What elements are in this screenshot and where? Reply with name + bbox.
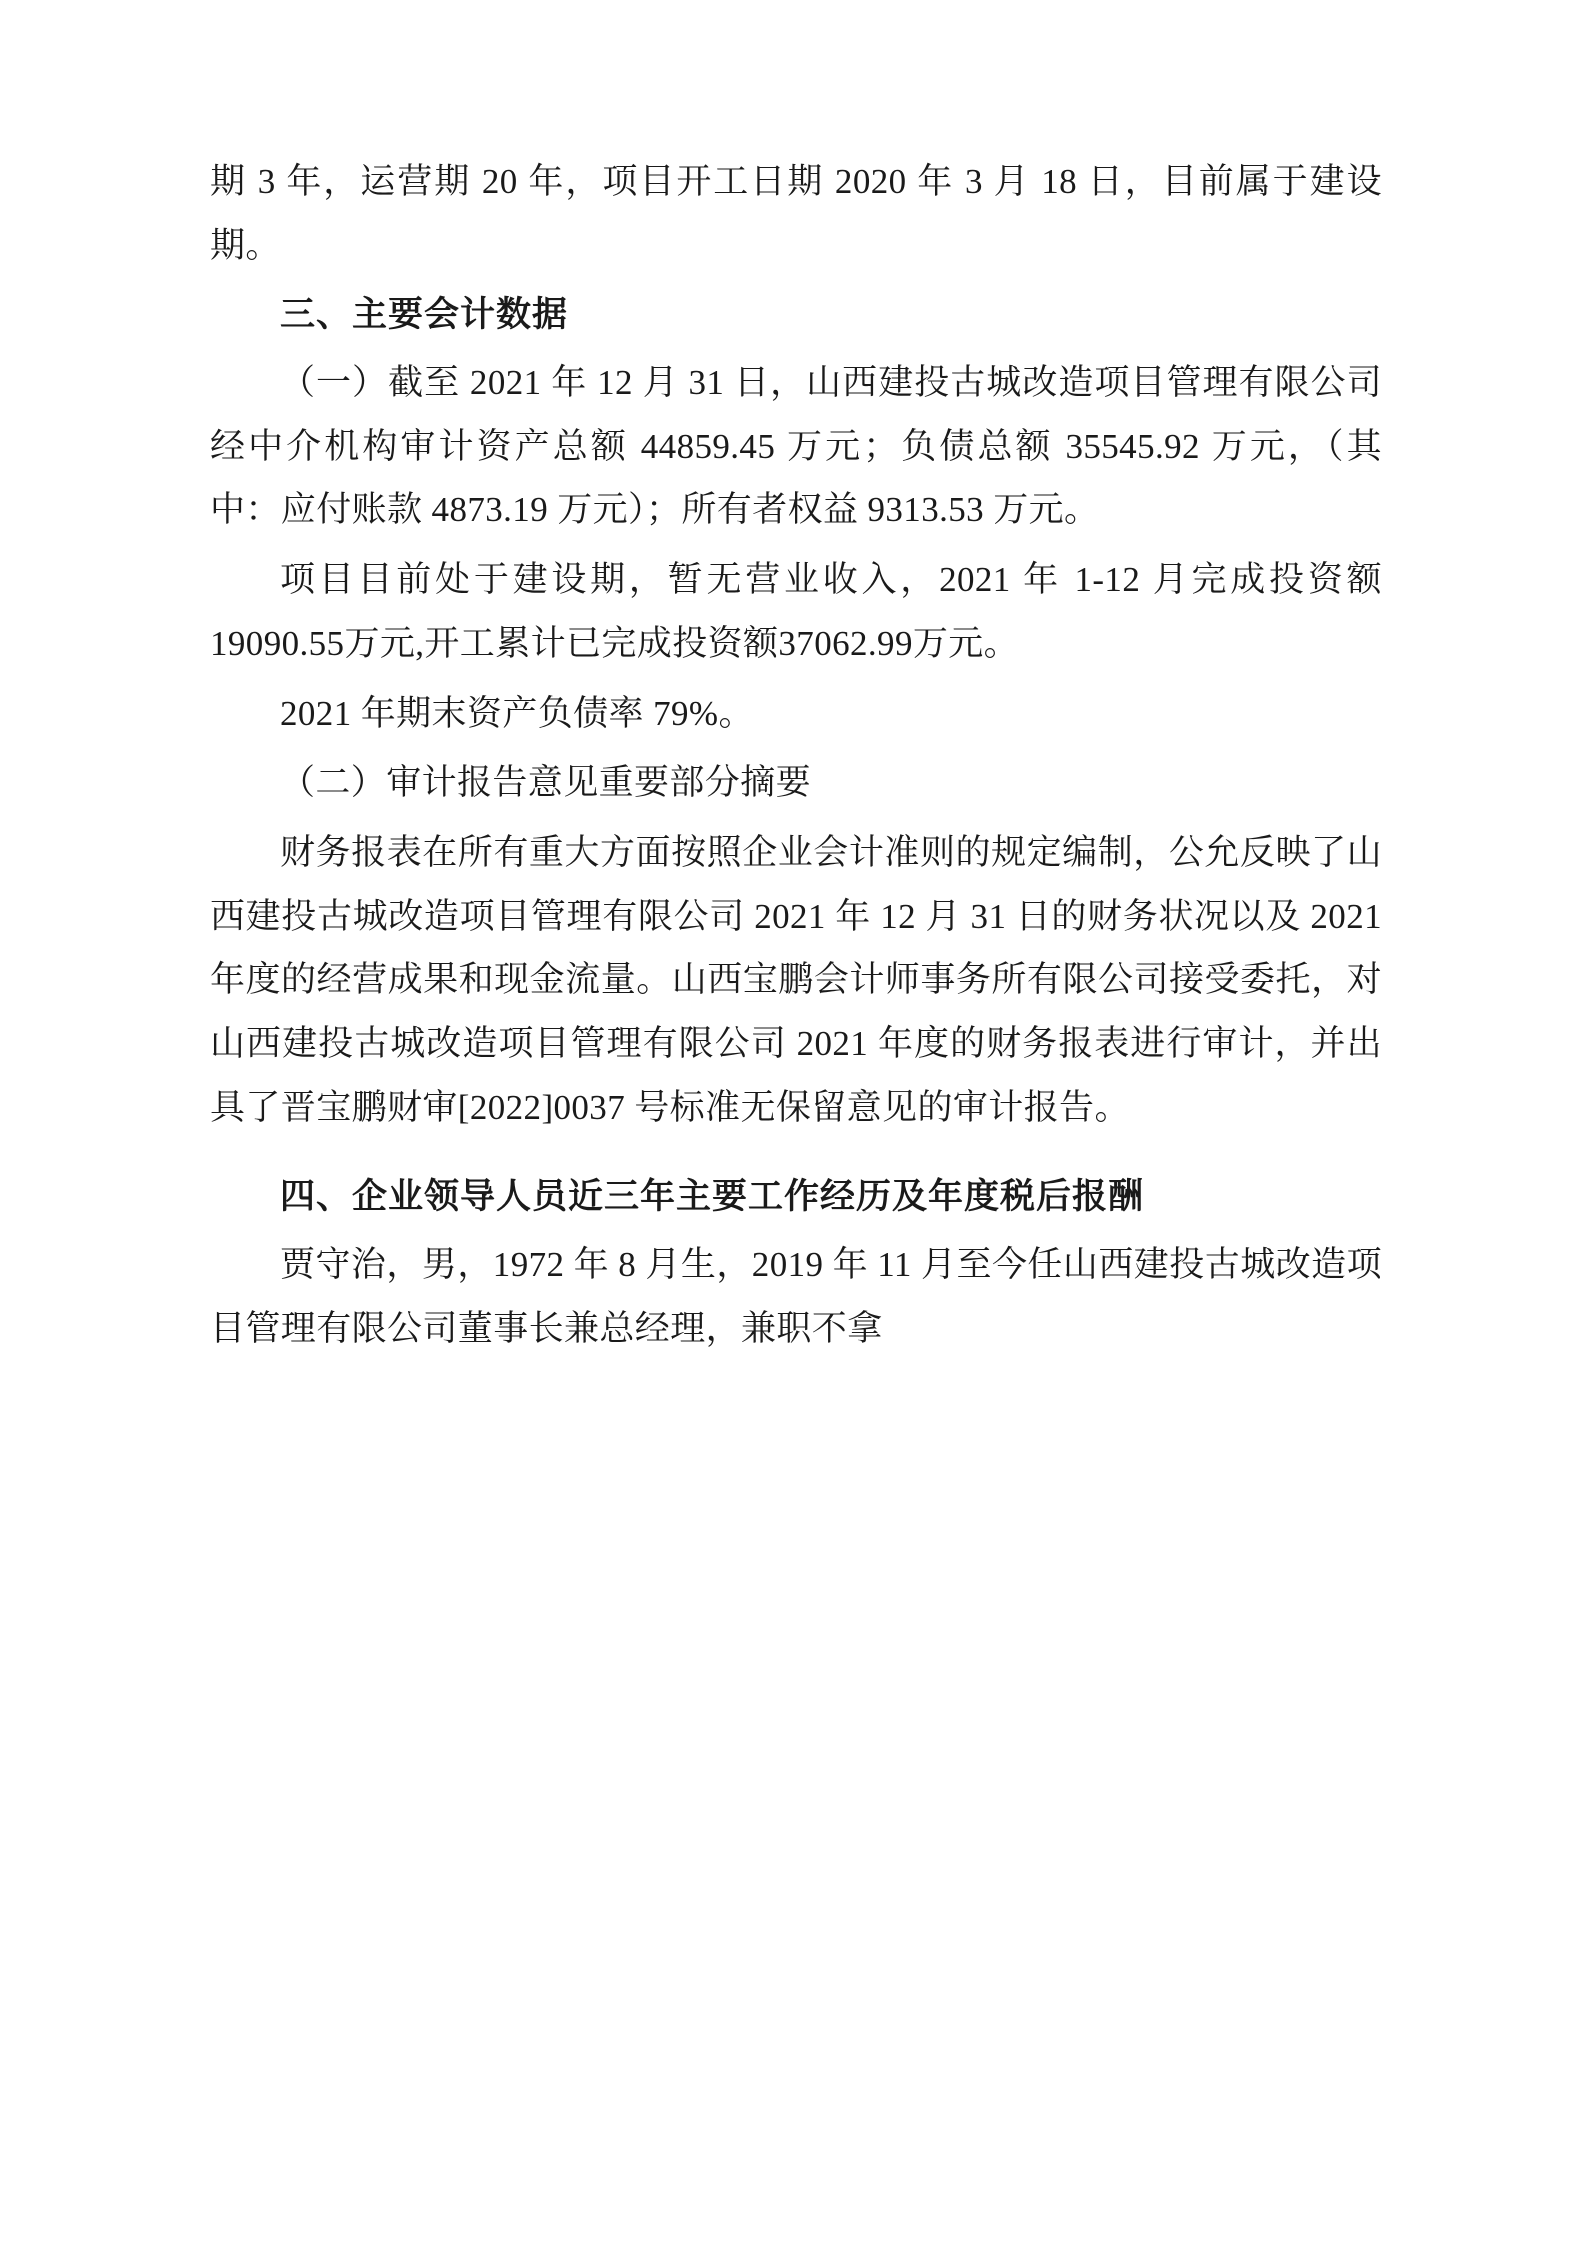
paragraph-debt-ratio: 2021 年期末资产负债率 79%。 [280, 693, 754, 733]
paragraph-leader-bio: 贾守治，男，1972 年 8 月生，2019 年 11 月至今任山西建投古城改造项目管理有限公司董事长兼总经理，兼职不拿 [210, 1245, 1382, 1348]
heading-section-four: 四、企业领导人员近三年主要工作经历及年度税后报酬 [280, 1177, 1145, 1217]
paragraph-accounting-item-two: （二）审计报告意见重要部分摘要 [280, 763, 812, 803]
document-body [210, 150, 1382, 1360]
paragraph-continuation: 期 3 年，运营期 20 年，项目开工日期 2020 年 3 月 18 日，目前属于建设期。 [210, 162, 1382, 265]
paragraph-accounting-item-one: （一）截至 2021 年 12 月 31 日，山西建投古城改造项目管理有限公司经中介机构审计资产总额 44859.45 万元；负债总额 35545.92 万元，（其中：应付账款 4873.19 万元）；所有者权益 9313.53 万元。 [210, 363, 1382, 530]
paragraph-audit-opinion: 财务报表在所有重大方面按照企业会计准则的规定编制，公允反映了山西建投古城改造项目管理有限公司 2021 年 12 月 31 日的财务状况以及 2021 年度的经营成果和现金流量。山西宝鹏会计师事务所有限公司接受委托，对山西建投古城改造项目管理有限公司 2021 年度的财务报表进行审计，并出具了晋宝鹏财审[2022]0037 号标准无保留意见的审计报告。 [210, 832, 1382, 1127]
paragraph-investment: 项目目前处于建设期，暂无营业收入，2021 年 1-12 月完成投资额19090.55万元,开工累计已完成投资额37062.99万元。 [210, 560, 1382, 663]
heading-section-three: 三、主要会计数据 [280, 295, 569, 335]
